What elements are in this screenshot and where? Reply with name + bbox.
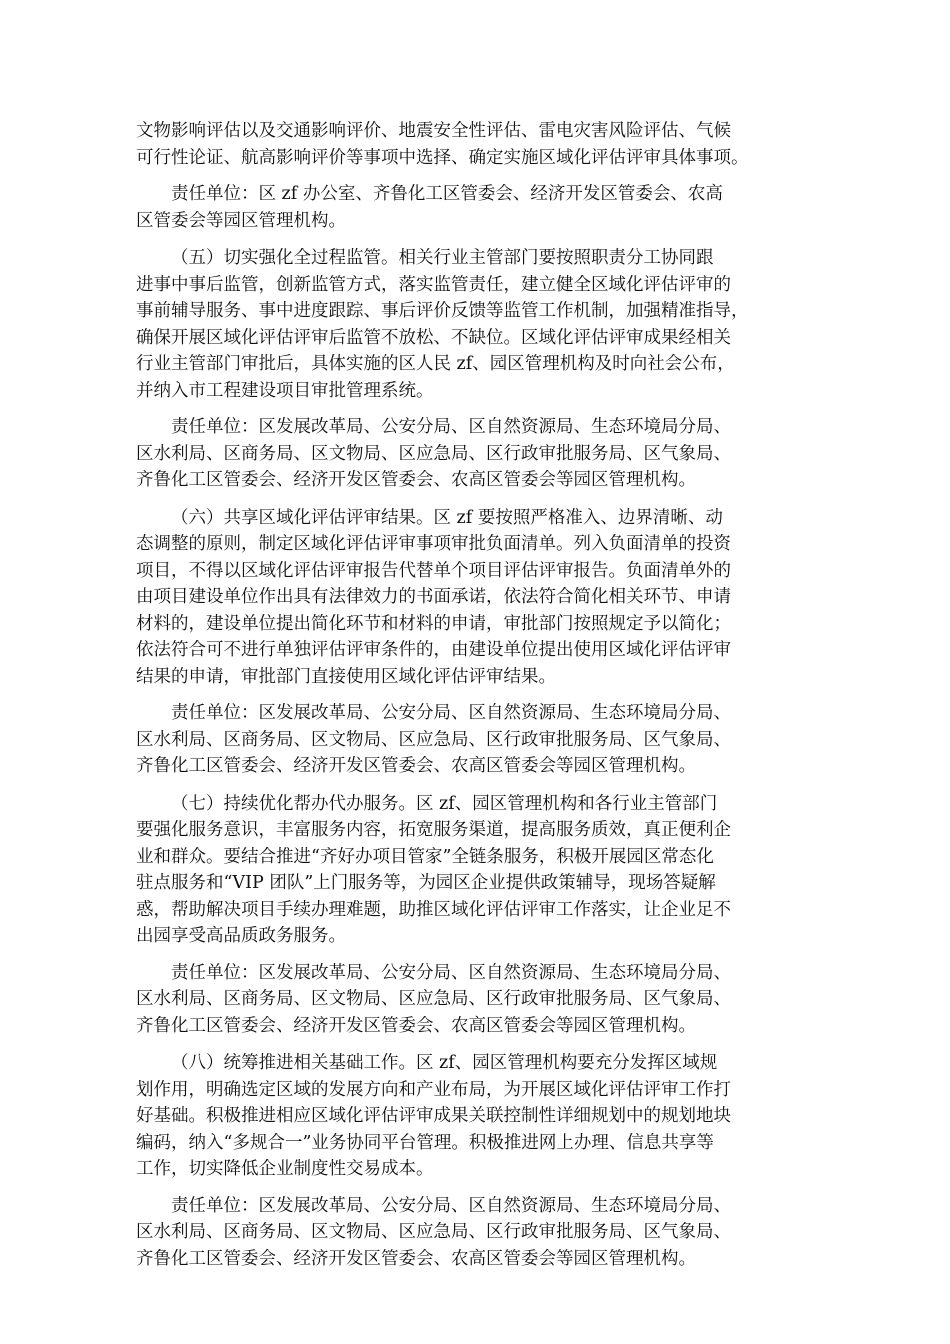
text-line [136,1246,826,1273]
responsibility-paragraph [136,1193,826,1273]
line-text: 并纳入市工程建设项目审批管理系统。 [136,380,434,401]
line-text: 齐鲁化工区管委会、经济开发区管委会、农高区管委会等园区管理机构。 [136,470,696,490]
line-text: 行业主管部门审批后，具体实施的区人民 zf、园区管理机构及时向社会公布， [136,354,735,374]
line-text: 态调整的原则，制定区域化评估评审事项审批负面清单。列入负面清单的投资 [136,534,731,554]
section-paragraph [136,245,826,404]
line-text: 结果的申请，审批部门直接使用区域化评估评审结果。 [136,666,556,687]
line-text: 区水利局、区商务局、区文物局、区应急局、区行政审批服务局、区气象局、 [136,443,731,464]
line-text: 要强化服务意识，丰富服务内容，拓宽服务渠道，提高服务质效，真正便利企 [136,820,731,840]
line-text: 工作，切实降低企业制度性交易成本。 [136,1159,434,1179]
line-text: 区水利局、区商务局、区文物局、区应急局、区行政审批服务局、区气象局、 [136,989,731,1009]
line-text: 惑，帮助解决项目手续办理难题，助推区域化评估评审工作落实，让企业足不 [136,899,731,920]
text-line [136,1193,826,1220]
line-text: 驻点服务和“VIP 团队”上门服务等，为园区企业提供政策辅导，现场答疑解 [136,873,716,893]
text-line [136,1130,826,1157]
text-line [136,844,826,871]
text-line [136,505,826,532]
line-text: （八）统筹推进相关基础工作。区 zf、园区管理机构要充分发挥区域规 [171,1053,718,1073]
line-text: 项目，不得以区域化评估评审报告代替单个项目评估评审报告。负面清单外的 [136,560,731,581]
line-text: （七）持续优化帮办代办服务。区 zf、园区管理机构和各行业主管部门 [171,793,718,814]
section-paragraph [136,791,826,950]
line-text: 依法符合可不进行单独评估评审条件的，由建设单位提出使用区域化评估评审 [136,640,731,660]
text-line [136,986,826,1013]
text-line [136,960,826,987]
section-paragraph [136,1050,826,1183]
line-text: 进事中事后监管，创新监管方式，落实监管责任，建立健全区域化评估评审的 [136,274,731,295]
text-line [136,584,826,611]
text-line [136,753,826,780]
text-line [136,1050,826,1077]
responsibility-paragraph [136,181,826,234]
text-line [136,181,826,208]
text-line [136,245,826,272]
line-text: （六）共享区域化评估评审结果。区 zf 要按照严格准入、边界清晰、动 [171,507,723,528]
text-line [136,664,826,691]
line-text: 出园享受高品质政务服务。 [136,926,346,946]
text-line [136,208,826,235]
text-line [136,414,826,441]
text-line [136,145,826,172]
line-text: 齐鲁化工区管委会、经济开发区管委会、农高区管委会等园区管理机构。 [136,756,696,776]
line-text: 区管委会等园区管理机构。 [136,210,346,231]
line-text: 区水利局、区商务局、区文物局、区应急局、区行政审批服务局、区气象局、 [136,1222,731,1242]
line-text: 材料的，建设单位提出简化环节和材料的申请，审批部门按照规定予以简化； [136,613,731,634]
text-line [136,467,826,494]
text-line [136,791,826,818]
line-text: 责任单位：区发展改革局、公安分局、区自然资源局、生态环境局分局、 [171,1195,731,1216]
text-line [136,272,826,299]
text-line [136,325,826,352]
text-line [136,1156,826,1183]
text-line [136,897,826,924]
text-line [136,923,826,950]
text-line [136,700,826,727]
text-line [136,637,826,664]
text-line [136,1219,826,1246]
responsibility-paragraph [136,414,826,494]
text-line [136,611,826,638]
line-text: 区水利局、区商务局、区文物局、区应急局、区行政审批服务局、区气象局、 [136,729,731,750]
line-text: （五）切实强化全过程监管。相关行业主管部门要按照职责分工协同跟 [171,248,714,268]
text-line [136,1013,826,1040]
line-text: 事前辅导服务、事中进度跟踪、事后评价反馈等监管工作机制，加强精准指导， [136,301,749,321]
line-text: 责任单位：区发展改革局、公安分局、区自然资源局、生态环境局分局、 [171,417,731,437]
line-text: 责任单位：区 zf 办公室、齐鲁化工区管委会、经济开发区管委会、农高 [171,184,723,204]
text-line [136,1103,826,1130]
text-line [136,727,826,754]
line-text: 齐鲁化工区管委会、经济开发区管委会、农高区管委会等园区管理机构。 [136,1248,696,1269]
text-line [136,870,826,897]
line-text: 由项目建设单位作出具有法律效力的书面承诺，依法符合简化相关环节、申请 [136,587,731,607]
text-line [136,298,826,325]
line-text: 编码，纳入“多规合一”业务协同平台管理。积极推进网上办理、信息共享等 [136,1132,714,1153]
line-text: 确保开展区域化评估评审后监管不放松、不缺位。区域化评估评审成果经相关 [136,327,731,348]
line-text: 业和群众。要结合推进“齐好办项目管家”全链条服务，积极开展园区常态化 [136,846,714,867]
line-text: 责任单位：区发展改革局、公安分局、区自然资源局、生态环境局分局、 [171,703,731,723]
section-paragraph [136,505,826,691]
line-text: 责任单位：区发展改革局、公安分局、区自然资源局、生态环境局分局、 [171,962,731,983]
line-text: 文物影响评估以及交通影响评价、地震安全性评估、雷电灾害风险评估、气候 [136,121,731,141]
text-line [136,118,826,145]
text-line [136,378,826,405]
text-line [136,817,826,844]
line-text: 可行性论证、航高影响评价等事项中选择、确定实施区域化评估评审具体事项。 [136,147,749,168]
text-paragraph [136,118,826,171]
document-body [136,118,826,1283]
text-line [136,351,826,378]
line-text: 好基础。积极推进相应区域化评估评审成果关联控制性详细规划中的规划地块 [136,1106,731,1126]
responsibility-paragraph [136,700,826,780]
text-line [136,558,826,585]
text-line [136,441,826,468]
responsibility-paragraph [136,960,826,1040]
text-line [136,531,826,558]
line-text: 划作用，明确选定区域的发展方向和产业布局，为开展区域化评估评审工作打 [136,1079,731,1100]
text-line [136,1077,826,1104]
line-text: 齐鲁化工区管委会、经济开发区管委会、农高区管委会等园区管理机构。 [136,1015,696,1036]
